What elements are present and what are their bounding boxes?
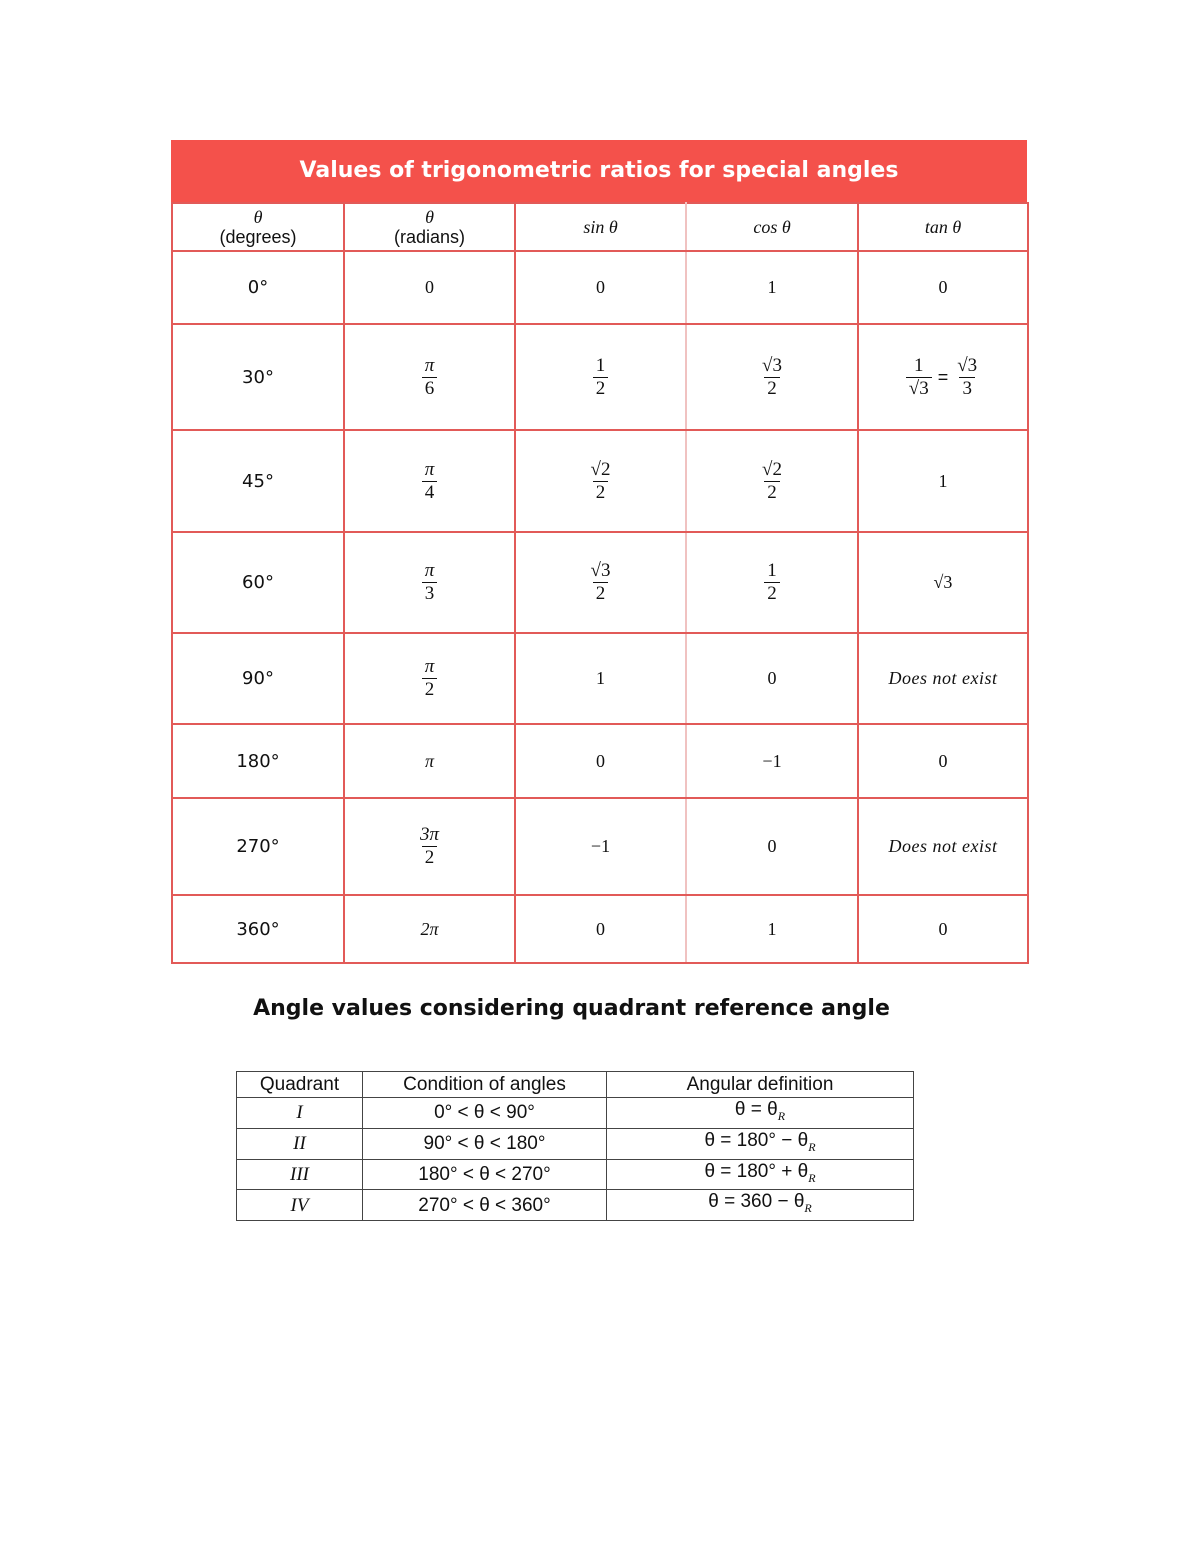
cell-quadrant: III bbox=[237, 1159, 363, 1190]
quadrant-section-title: Angle values considering quadrant reference angle bbox=[253, 996, 890, 1021]
numerator: √3 bbox=[957, 354, 978, 376]
cell-tan: 1 bbox=[858, 430, 1028, 532]
cell-sin bbox=[515, 324, 686, 430]
fraction bbox=[422, 656, 438, 701]
equals-sign: = bbox=[937, 366, 949, 387]
numerator: π bbox=[424, 354, 435, 376]
header-radians bbox=[344, 203, 515, 251]
numerator: π bbox=[424, 560, 435, 581]
cell-sin: 0 bbox=[515, 251, 686, 324]
fraction bbox=[593, 355, 609, 400]
cell-sin: 0 bbox=[515, 724, 686, 798]
cell-quadrant: IV bbox=[237, 1190, 363, 1221]
quadrant-table bbox=[236, 1071, 914, 1221]
definition-main: θ = θ bbox=[734, 1099, 778, 1120]
definition-subscript: R bbox=[804, 1201, 812, 1216]
numerator: √2 bbox=[762, 458, 782, 480]
fraction bbox=[422, 355, 438, 400]
definition-subscript: R bbox=[808, 1170, 816, 1185]
trig-table-container bbox=[171, 140, 1027, 964]
cell-tan: Does not exist bbox=[858, 798, 1028, 895]
header-cos: cos θ bbox=[686, 203, 858, 251]
cell-quadrant: I bbox=[237, 1098, 363, 1129]
numerator: √2 bbox=[590, 458, 611, 480]
trig-table-title: Values of trigonometric ratios for special angles bbox=[171, 140, 1027, 202]
cell-sin: −1 bbox=[515, 798, 686, 895]
trig-header-row bbox=[172, 203, 1028, 251]
cell-radians: 0 bbox=[344, 251, 515, 324]
header-deg-unit: (degrees) bbox=[219, 227, 297, 247]
table-row bbox=[237, 1159, 914, 1190]
cell-radians: π bbox=[344, 724, 515, 798]
table-row bbox=[172, 724, 1028, 798]
cell-degrees: 270° bbox=[172, 798, 344, 895]
numerator: 1 bbox=[767, 560, 777, 581]
fraction bbox=[417, 824, 442, 869]
fraction bbox=[954, 355, 980, 400]
cell-tan: 0 bbox=[858, 724, 1028, 798]
definition-subscript: R bbox=[808, 1139, 816, 1154]
cell-degrees: 90° bbox=[172, 633, 344, 724]
cell-degrees: 0° bbox=[172, 251, 344, 324]
trig-table bbox=[171, 202, 1029, 964]
definition-main: θ = 180° − θ bbox=[704, 1129, 809, 1151]
numerator: π bbox=[424, 458, 435, 480]
cell-definition bbox=[607, 1128, 914, 1159]
table-row bbox=[172, 798, 1028, 895]
cell-radians bbox=[344, 633, 515, 724]
fraction bbox=[764, 560, 780, 605]
cell-degrees: 180° bbox=[172, 724, 344, 798]
definition-main: θ = 180° + θ bbox=[704, 1160, 809, 1182]
cell-tan bbox=[858, 324, 1028, 430]
denominator: 2 bbox=[764, 481, 780, 504]
cell-cos: 0 bbox=[686, 798, 858, 895]
numerator: 1 bbox=[595, 354, 606, 376]
cell-radians bbox=[344, 532, 515, 633]
numerator: 3π bbox=[419, 824, 440, 845]
header-quadrant: Quadrant bbox=[237, 1072, 363, 1098]
denominator: 6 bbox=[422, 377, 438, 400]
cell-sin bbox=[515, 430, 686, 532]
cell-sin: 1 bbox=[515, 633, 686, 724]
table-row bbox=[172, 251, 1028, 324]
cell-tan: 0 bbox=[858, 895, 1028, 963]
header-rad-symbol: θ bbox=[425, 207, 434, 227]
fraction bbox=[422, 560, 438, 605]
cell-tan: √3 bbox=[858, 532, 1028, 633]
denominator: 2 bbox=[764, 377, 780, 400]
cell-quadrant: II bbox=[237, 1128, 363, 1159]
cell-condition: 270° < θ < 360° bbox=[363, 1190, 607, 1221]
cell-degrees: 30° bbox=[172, 324, 344, 430]
cell-radians: 2π bbox=[344, 895, 515, 963]
definition-subscript: R bbox=[777, 1108, 786, 1123]
header-rad-unit: (radians) bbox=[393, 227, 466, 247]
cell-cos: 1 bbox=[686, 251, 858, 324]
table-row bbox=[172, 324, 1028, 430]
denominator: 2 bbox=[593, 582, 609, 605]
denominator: 2 bbox=[422, 678, 438, 701]
cell-cos: −1 bbox=[686, 724, 858, 798]
definition-main: θ = 360 − θ bbox=[708, 1191, 805, 1213]
fraction bbox=[588, 459, 614, 504]
header-sin: sin θ bbox=[515, 203, 686, 251]
table-row bbox=[237, 1098, 914, 1129]
fraction bbox=[422, 459, 438, 504]
cell-degrees: 60° bbox=[172, 532, 344, 633]
fraction bbox=[759, 355, 785, 400]
cell-degrees: 45° bbox=[172, 430, 344, 532]
cell-sin bbox=[515, 532, 686, 633]
cell-cos bbox=[686, 324, 858, 430]
denominator: 3 bbox=[422, 582, 438, 605]
denominator: 2 bbox=[593, 377, 609, 400]
quadrant-header-row bbox=[237, 1072, 914, 1098]
table-row bbox=[172, 430, 1028, 532]
cell-cos: 0 bbox=[686, 633, 858, 724]
fraction bbox=[906, 355, 932, 400]
cell-radians bbox=[344, 324, 515, 430]
cell-radians bbox=[344, 430, 515, 532]
cell-cos: 1 bbox=[686, 895, 858, 963]
numerator: √3 bbox=[590, 560, 611, 581]
fraction bbox=[588, 560, 614, 605]
header-condition: Condition of angles bbox=[363, 1072, 607, 1098]
table-row bbox=[172, 633, 1028, 724]
denominator: 4 bbox=[422, 481, 438, 504]
header-deg-symbol: θ bbox=[253, 207, 263, 227]
header-degrees bbox=[172, 203, 344, 251]
cell-condition: 180° < θ < 270° bbox=[363, 1159, 607, 1190]
cell-definition bbox=[607, 1159, 914, 1190]
cell-condition: 90° < θ < 180° bbox=[363, 1128, 607, 1159]
numerator: √3 bbox=[762, 354, 782, 376]
numerator: 1 bbox=[914, 354, 924, 376]
numerator: π bbox=[424, 656, 435, 677]
table-row bbox=[237, 1190, 914, 1221]
denominator: 3 bbox=[959, 377, 975, 400]
cell-definition bbox=[607, 1098, 914, 1129]
header-definition: Angular definition bbox=[607, 1072, 914, 1098]
denominator: 2 bbox=[593, 481, 609, 504]
cell-definition bbox=[607, 1190, 914, 1221]
denominator: 2 bbox=[422, 846, 438, 869]
cell-sin: 0 bbox=[515, 895, 686, 963]
table-row bbox=[172, 532, 1028, 633]
denominator: 2 bbox=[764, 582, 780, 605]
denominator: √3 bbox=[906, 377, 932, 400]
cell-tan: Does not exist bbox=[858, 633, 1028, 724]
cell-cos bbox=[686, 430, 858, 532]
cell-tan: 0 bbox=[858, 251, 1028, 324]
table-row bbox=[172, 895, 1028, 963]
cell-cos bbox=[686, 532, 858, 633]
table-row bbox=[237, 1128, 914, 1159]
cell-degrees: 360° bbox=[172, 895, 344, 963]
cell-condition: 0° < θ < 90° bbox=[363, 1098, 607, 1129]
header-tan: tan θ bbox=[858, 203, 1028, 251]
fraction bbox=[759, 459, 785, 504]
cell-radians bbox=[344, 798, 515, 895]
